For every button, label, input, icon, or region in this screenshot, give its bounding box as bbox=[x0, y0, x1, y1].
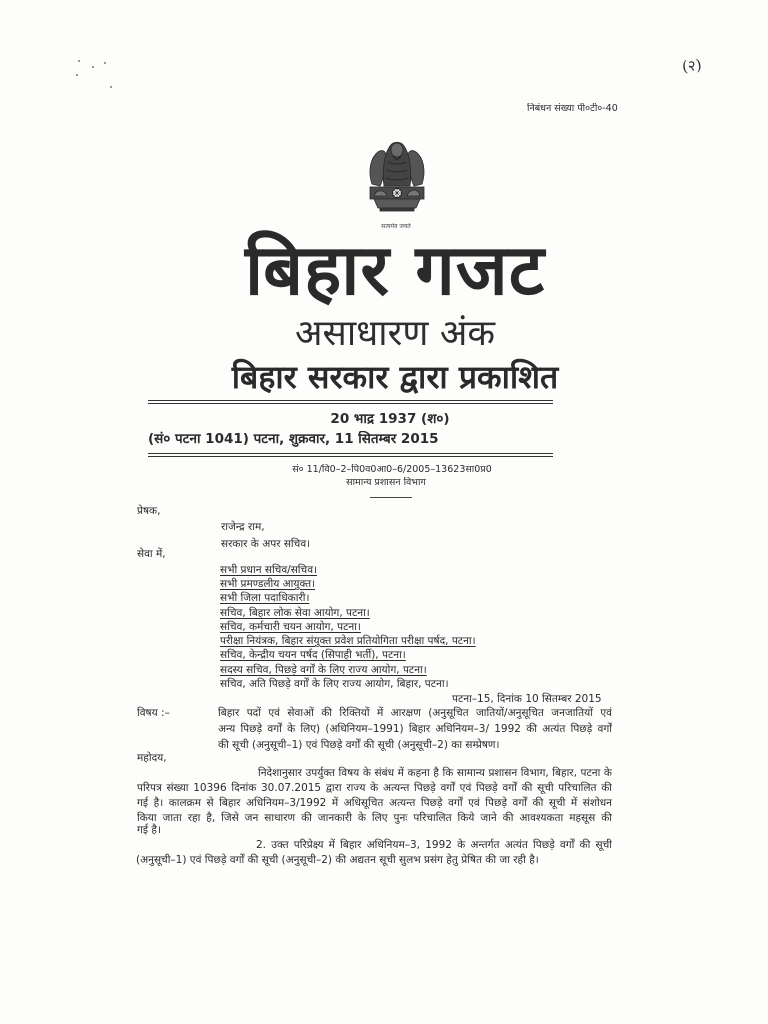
recipient-item: सभी प्रमण्डलीय आयुक्त। bbox=[220, 578, 316, 590]
sender-name: राजेन्द्र राम, bbox=[221, 521, 265, 533]
recipient-item: सचिव, अति पिछड़े वर्गों के लिए राज्य आयोग, बिहार, पटना। bbox=[220, 678, 449, 690]
subject-line: अन्य पिछड़े वर्गों के लिए) (अधिनियम–1991) बिहार अधिनियम–3/ 1992 की अत्यंत पिछड़े वर्गों bbox=[218, 723, 612, 735]
recipient-item: सदस्य सचिव, पिछड़े वर्गों के लिए राज्य आयोग, पटना। bbox=[220, 664, 427, 676]
gazette-title: बिहार गजट bbox=[244, 230, 546, 310]
scan-speck bbox=[92, 66, 94, 68]
paragraph-line: परिपत्र संख्या 10396 दिनांक 30.07.2015 द्वारा राज्य के अत्यन्त पिछड़े वर्गों एवं पिछड़े वर्गों की सूची परिचालित की bbox=[137, 782, 612, 794]
recipient-item: सचिव, केन्द्रीय चयन पर्षद (सिपाही भर्ती), पटना। bbox=[220, 649, 406, 661]
paragraph-line: 2. उक्त परिप्रेक्ष्य में बिहार अधिनियम–3, 1992 के अन्तर्गत अत्यंत पिछड़े वर्गों की सूची bbox=[256, 839, 612, 851]
place-and-date: पटना–15, दिनांक 10 सितम्बर 2015 bbox=[452, 693, 602, 705]
page-number-mark: (२) bbox=[681, 55, 703, 76]
sender-designation: सरकार के अपर सचिव। bbox=[221, 538, 311, 550]
department-name: सामान्य प्रशासन विभाग bbox=[346, 477, 426, 488]
short-divider bbox=[370, 497, 412, 498]
from-label: प्रेषक, bbox=[137, 505, 161, 517]
paragraph-line: गई है। bbox=[137, 824, 161, 836]
publisher-line: बिहार सरकार द्वारा प्रकाशित bbox=[231, 358, 559, 396]
paragraph-line: निदेशानुसार उपर्युक्त विषय के संबंध में कहना है कि सामान्य प्रशासन विभाग, बिहार, पटना के bbox=[258, 767, 612, 779]
recipient-item: सभी प्रधान सचिव/सचिव। bbox=[220, 564, 318, 576]
issue-date-line: 20 भाद्र 1937 (श०) bbox=[330, 411, 450, 427]
scan-speck bbox=[78, 60, 80, 62]
paragraph-line: गई है। कालक्रम से बिहार अधिनियम–3/1992 में अधिसूचित अत्यन्त पिछड़े वर्गों एवं पिछड़े वर्गों की सूची में संशोधन bbox=[137, 797, 612, 809]
paragraph-line: किया जाता रहा है, जिसे जन साधारण की जानकारी के लिए पुनः परिचालित किये जाने की आवश्यकता महसूस की bbox=[137, 812, 612, 824]
divider-rule bbox=[148, 453, 553, 457]
registration-number: निबंधन संख्या पी०टी०-40 bbox=[527, 103, 618, 114]
subject-line: बिहार पदों एवं सेवाओं की रिक्तियों में आरक्षण (अनुसूचित जातियों/अनुसूचित जनजातियों एवं bbox=[218, 707, 612, 719]
issue-number-line: (सं० पटना 1041) पटना, शुक्रवार, 11 सितम्बर 2015 bbox=[148, 431, 439, 447]
recipient-item: सभी जिला पदाधिकारी। bbox=[220, 592, 310, 604]
recipient-item: परीक्षा नियंत्रक, बिहार संयुक्त प्रवेश प्रतियोगिता परीक्षा पर्षद, पटना। bbox=[220, 635, 476, 647]
recipient-item: सचिव, बिहार लोक सेवा आयोग, पटना। bbox=[220, 607, 370, 619]
scan-speck bbox=[104, 62, 106, 64]
paragraph-line: (अनुसूची–1) एवं पिछड़े वर्गों की सूची (अनुसूची–2) की अद्यतन सूची सुलभ प्रसंग हेतु प्रेषित की जा रही है। bbox=[136, 854, 539, 866]
subject-line: की सूची (अनुसूची–1) एवं पिछड़े वर्गों की सूची (अनुसूची–2) का सम्प्रेषण। bbox=[218, 739, 500, 751]
recipient-item: सचिव, कर्मचारी चयन आयोग, पटना। bbox=[220, 621, 361, 633]
scan-speck bbox=[76, 74, 78, 76]
divider-rule bbox=[148, 400, 553, 404]
letter-reference-number: सं० 11/वि0–2–पि0व0आ0–6/2005–13623सा0प्र0 bbox=[292, 464, 492, 475]
scan-speck bbox=[110, 86, 112, 88]
salutation: महोदय, bbox=[137, 752, 167, 764]
to-label: सेवा में, bbox=[137, 548, 166, 560]
emblem-motto: सत्यमेव जयते bbox=[381, 223, 411, 230]
state-emblem-icon bbox=[360, 132, 434, 222]
extraordinary-issue-label: असाधारण अंक bbox=[295, 313, 495, 354]
subject-label: विषय :– bbox=[137, 707, 170, 719]
